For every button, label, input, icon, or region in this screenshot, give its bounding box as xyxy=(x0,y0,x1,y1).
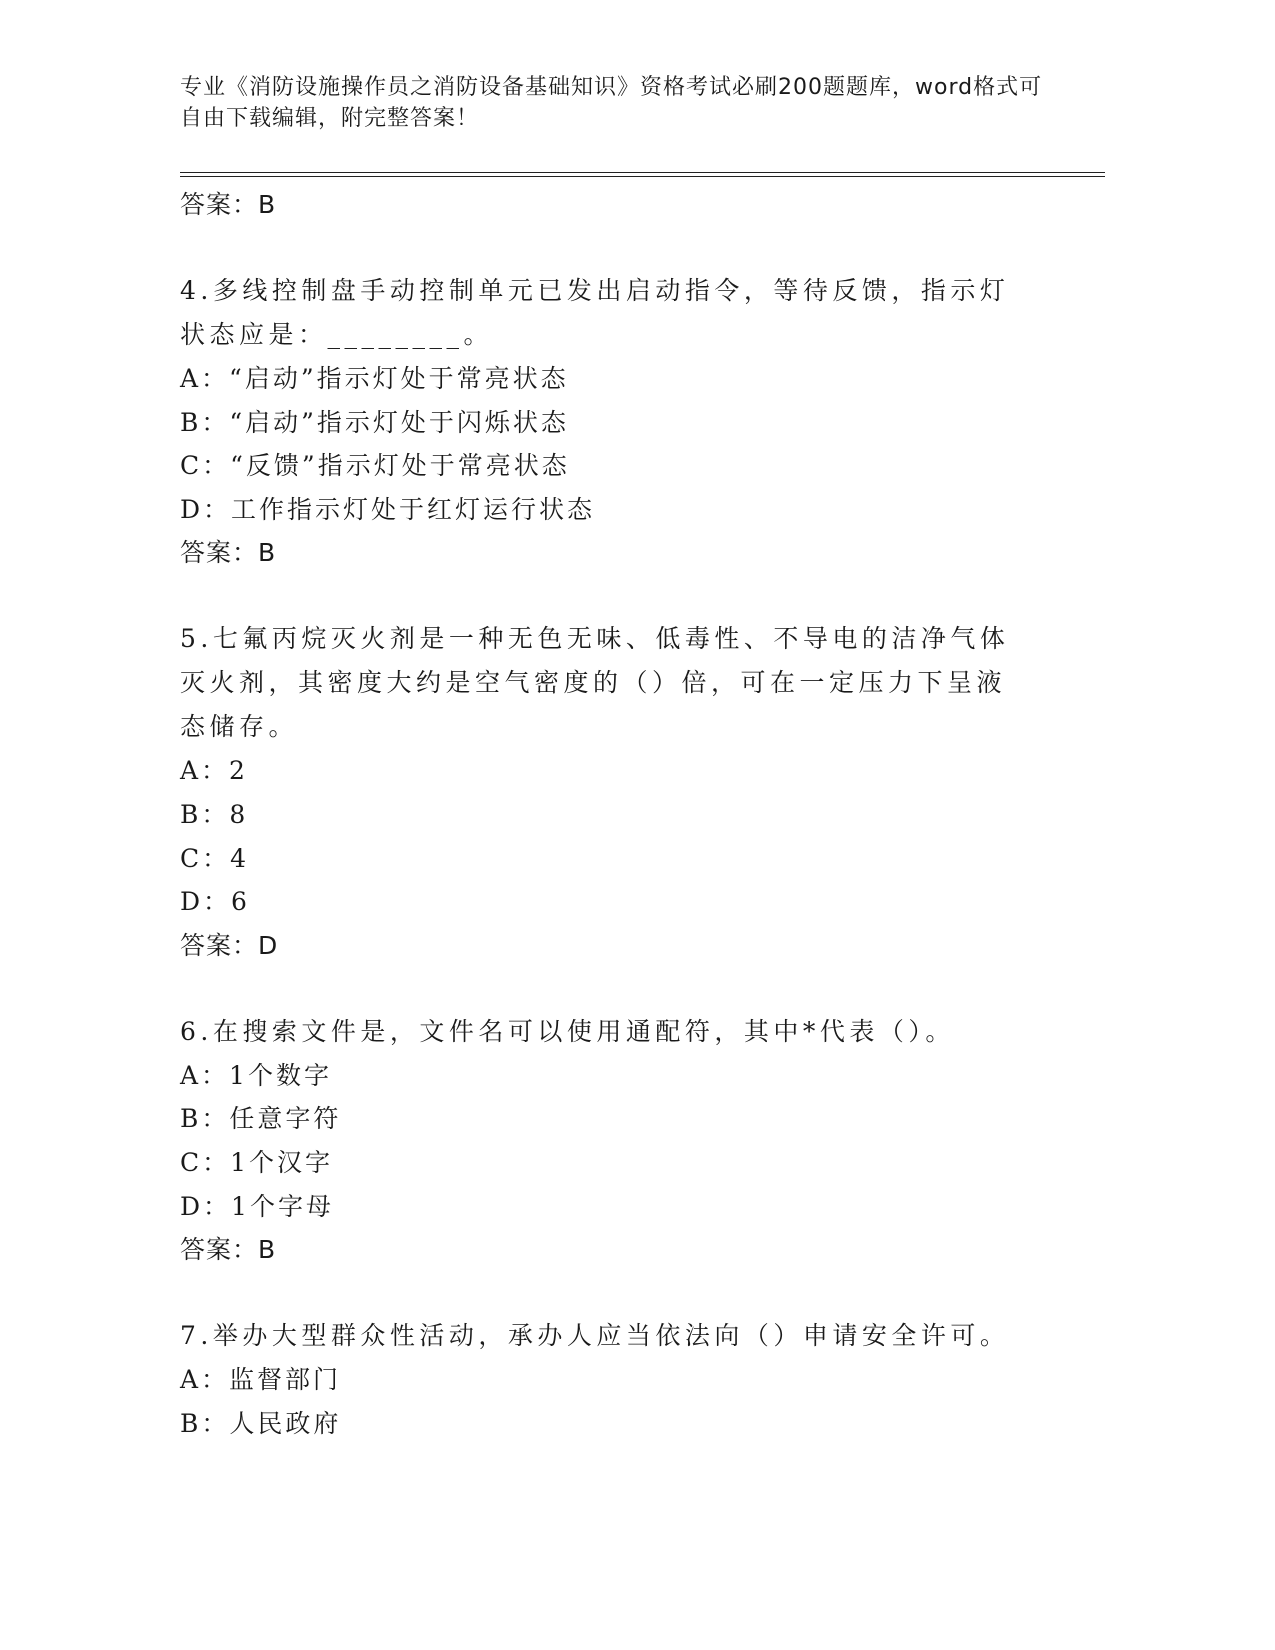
option-d: D：6 xyxy=(180,887,250,917)
answer: 答案：B xyxy=(180,1235,277,1265)
question-text: 5.七氟丙烷灭火剂是一种无色无味、低毒性、不导电的洁净气体灭火剂，其密度大约是空气密度的（）倍，可在一定压力下呈液态储存。 xyxy=(180,624,1010,742)
question-list xyxy=(180,183,1080,1445)
spacer xyxy=(180,574,1080,617)
document-header: 专业《消防设施操作员之消防设备基础知识》资格考试必刷200题题库，word格式可自由下载编辑，附完整答案！ xyxy=(180,75,1043,131)
question-6 xyxy=(180,1010,1080,1271)
previous-answer: 答案：B xyxy=(180,190,277,219)
header-rule-bottom xyxy=(180,176,1105,177)
option-a: A：1个数字 xyxy=(180,1060,332,1090)
option-c: C：“反馈”指示灯处于常亮状态 xyxy=(180,451,570,481)
question-5 xyxy=(180,617,1080,966)
option-c: C：4 xyxy=(180,843,250,873)
option-b: B：人民政府 xyxy=(180,1408,342,1438)
header-rule-top xyxy=(180,172,1105,173)
option-b: B：“启动”指示灯处于闪烁状态 xyxy=(180,407,569,437)
question-4 xyxy=(180,269,1080,574)
question-7 xyxy=(180,1314,1080,1445)
question-text: 4.多线控制盘手动控制单元已发出启动指令，等待反馈，指示灯状态应是：________。 xyxy=(180,276,1010,349)
question-text: 6.在搜索文件是，文件名可以使用通配符，其中*代表（）。 xyxy=(180,1016,955,1046)
question-text: 7.举办大型群众性活动，承办人应当依法向（）申请安全许可。 xyxy=(180,1321,1010,1351)
answer: 答案：B xyxy=(180,538,277,568)
spacer xyxy=(180,967,1080,1010)
answer: 答案：D xyxy=(180,930,279,960)
spacer xyxy=(180,226,1080,269)
option-a: A：“启动”指示灯处于常亮状态 xyxy=(180,364,569,393)
option-c: C：1个汉字 xyxy=(180,1147,334,1177)
option-a: A：监督部门 xyxy=(180,1365,342,1395)
option-d: D：1个字母 xyxy=(180,1191,334,1221)
spacer xyxy=(180,1271,1080,1314)
option-b: B：任意字符 xyxy=(180,1104,342,1134)
option-d: D：工作指示灯处于红灯运行状态 xyxy=(180,494,596,524)
option-a: A：2 xyxy=(180,756,248,786)
option-b: B：8 xyxy=(180,799,249,829)
